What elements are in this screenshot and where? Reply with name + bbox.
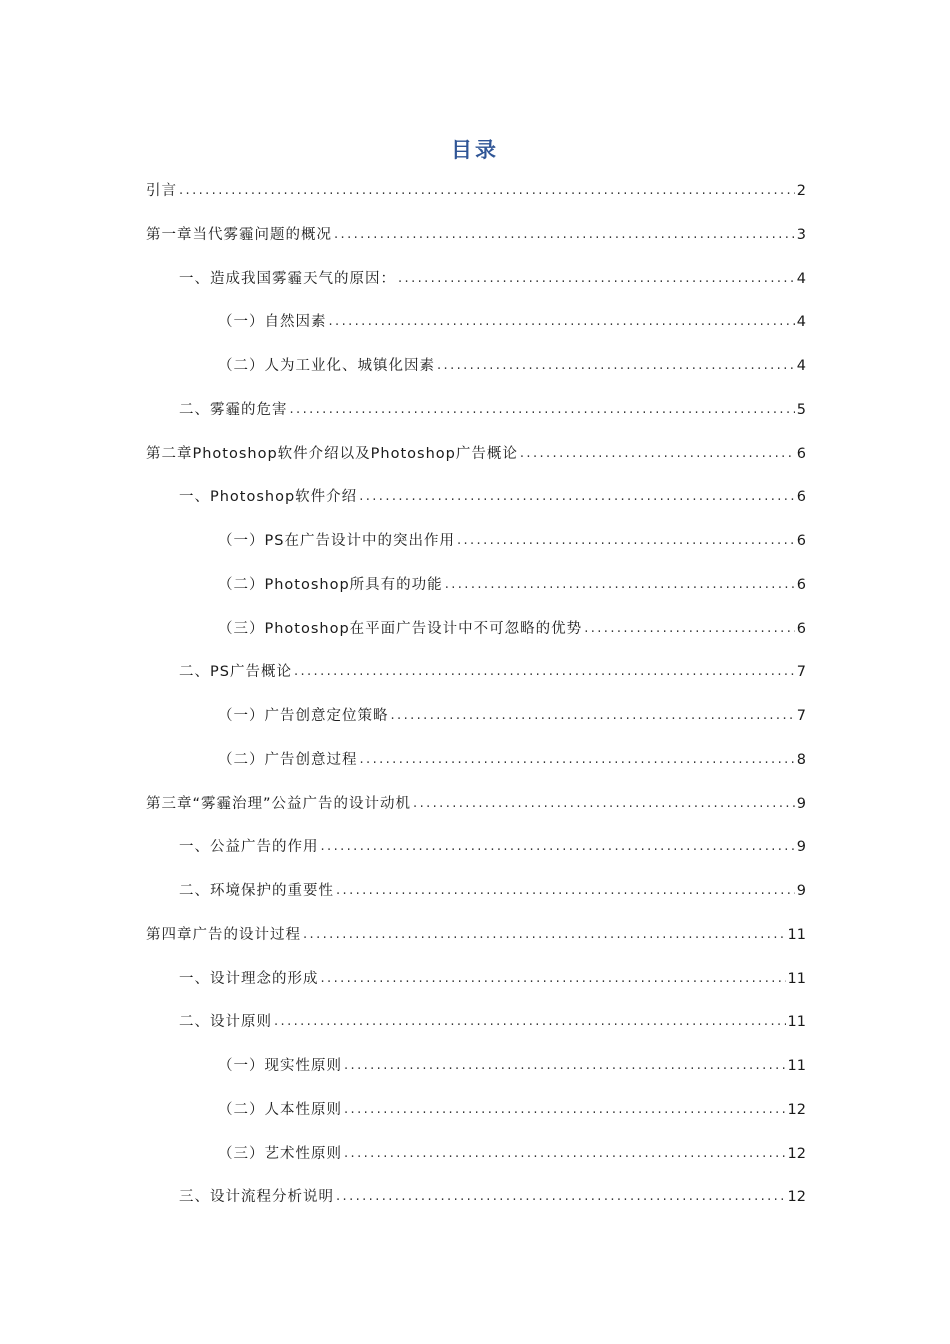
toc-leader-dots: [329, 307, 795, 337]
toc-page-number: 7: [796, 708, 806, 724]
toc-page-number: 12: [787, 1101, 806, 1118]
toc-leader-dots: [303, 920, 786, 950]
toc-entry-text: 二、雾霾的危害: [179, 401, 288, 418]
toc-entry[interactable]: [146, 876, 806, 920]
toc-entry-text: 第一章当代雾霾问题的概况: [146, 226, 332, 243]
toc-entry[interactable]: [146, 220, 806, 264]
toc-entry-text: （二）人为工业化、城镇化因素: [218, 358, 435, 374]
toc-entry[interactable]: [146, 351, 806, 395]
toc-leader-dots: [344, 1095, 786, 1125]
toc-entry-text: （三）Photoshop在平面广告设计中不可忽略的优势: [218, 620, 583, 637]
toc-leader-dots: [334, 220, 795, 250]
toc-page-number: 3: [796, 226, 806, 243]
toc-page-number: 2: [796, 183, 806, 199]
toc-leader-dots: [360, 745, 795, 775]
toc-page-number: 5: [796, 401, 806, 418]
toc-page-number: 12: [787, 1189, 806, 1206]
toc-entry-text: 一、Photoshop软件介绍: [179, 489, 358, 506]
toc-leader-dots: [520, 439, 795, 469]
toc-entry[interactable]: [146, 920, 806, 964]
toc-page-number: 6: [796, 620, 806, 637]
toc-entry[interactable]: [146, 1139, 806, 1183]
toc-page-number: 11: [787, 970, 806, 987]
toc-page-number: 8: [796, 751, 806, 768]
toc-leader-dots: [359, 482, 795, 512]
toc-leader-dots: [290, 395, 795, 425]
toc-page-number: 4: [796, 270, 806, 287]
toc-leader-dots: [413, 789, 795, 819]
toc-page-number: 6: [796, 445, 806, 462]
toc-entry-text: （一）PS在广告设计中的突出作用: [218, 533, 455, 549]
toc-entry[interactable]: [146, 482, 806, 526]
toc-entry[interactable]: [146, 832, 806, 876]
toc-page-number: 6: [796, 489, 806, 506]
toc-entry-text: 二、环境保护的重要性: [179, 883, 334, 899]
toc-page-number: 11: [787, 1014, 806, 1031]
toc-leader-dots: [437, 351, 795, 381]
toc-page-number: 9: [796, 839, 806, 856]
toc-entry-text: （二）广告创意过程: [218, 751, 358, 768]
toc-entry-text: 第四章广告的设计过程: [146, 926, 301, 943]
toc-leader-dots: [344, 1051, 786, 1081]
toc-entry-text: 二、PS广告概论: [179, 664, 292, 681]
toc-entry[interactable]: [146, 439, 806, 483]
toc-entry[interactable]: [146, 1007, 806, 1051]
toc-page-number: 7: [796, 664, 806, 681]
toc-leader-dots: [321, 832, 795, 862]
toc-leader-dots: [398, 264, 795, 294]
toc-page-number: 4: [796, 358, 806, 374]
toc-leader-dots: [321, 964, 786, 994]
toc-list: [146, 176, 806, 1226]
toc-page-number: 4: [796, 314, 806, 331]
toc-entry[interactable]: [146, 395, 806, 439]
toc-leader-dots: [445, 570, 795, 600]
toc-entry-text: （二）Photoshop所具有的功能: [218, 576, 443, 593]
toc-page-number: 9: [796, 883, 806, 899]
toc-leader-dots: [584, 614, 795, 644]
toc-entry[interactable]: [146, 745, 806, 789]
toc-page-number: 6: [796, 533, 806, 549]
toc-entry-text: 一、公益广告的作用: [179, 839, 319, 856]
toc-entry-text: 二、设计原则: [179, 1014, 272, 1031]
toc-entry-text: （一）广告创意定位策略: [218, 708, 389, 724]
toc-title: 目录: [451, 138, 499, 162]
toc-entry-text: 第三章“雾霾治理”公益广告的设计动机: [146, 795, 412, 812]
toc-entry[interactable]: [146, 264, 806, 308]
toc-entry[interactable]: [146, 570, 806, 614]
toc-entry[interactable]: [146, 1051, 806, 1095]
toc-leader-dots: [336, 876, 795, 906]
toc-entry[interactable]: [146, 526, 806, 570]
toc-entry-text: （三）艺术性原则: [218, 1145, 342, 1162]
toc-leader-dots: [179, 176, 795, 206]
toc-entry[interactable]: [146, 657, 806, 701]
toc-leader-dots: [336, 1182, 786, 1212]
toc-leader-dots: [294, 657, 795, 687]
toc-page-number: 11: [787, 926, 806, 943]
toc-entry[interactable]: [146, 1182, 806, 1226]
toc-entry-text: （一）自然因素: [218, 314, 327, 331]
toc-leader-dots: [274, 1007, 786, 1037]
toc-entry[interactable]: [146, 614, 806, 658]
toc-entry[interactable]: [146, 964, 806, 1008]
toc-entry[interactable]: [146, 789, 806, 833]
toc-entry-text: 一、设计理念的形成: [179, 970, 319, 987]
toc-page-number: 9: [796, 795, 806, 812]
toc-entry-text: （二）人本性原则: [218, 1101, 342, 1118]
toc-entry-text: （一）现实性原则: [218, 1058, 342, 1074]
toc-entry-text: 第二章Photoshop软件介绍以及Photoshop广告概论: [146, 445, 518, 462]
toc-entry-text: 三、设计流程分析说明: [179, 1189, 334, 1206]
toc-page-number: 11: [787, 1058, 806, 1074]
toc-entry[interactable]: [146, 176, 806, 220]
toc-entry[interactable]: [146, 701, 806, 745]
toc-page-number: 12: [787, 1145, 806, 1162]
toc-leader-dots: [457, 526, 795, 556]
toc-leader-dots: [391, 701, 795, 731]
toc-entry-text: 引言: [146, 183, 177, 199]
toc-entry[interactable]: [146, 307, 806, 351]
toc-leader-dots: [344, 1139, 786, 1169]
toc-entry-text: 一、造成我国雾霾天气的原因：: [179, 270, 396, 287]
toc-entry[interactable]: [146, 1095, 806, 1139]
toc-page-number: 6: [796, 576, 806, 593]
